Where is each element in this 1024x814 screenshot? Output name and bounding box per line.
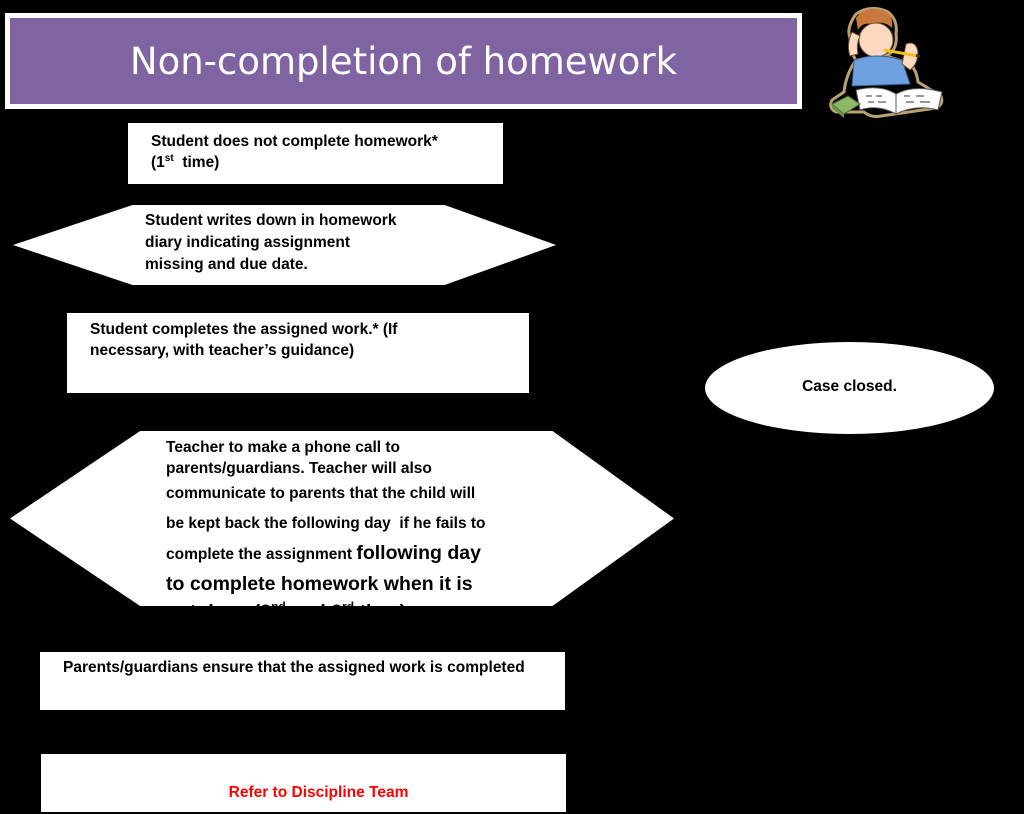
outcome-case-closed <box>705 342 994 434</box>
step-complete-assigned-work: Student completes the assigned work.* (If necessary, with teacher’s guidance) <box>67 313 529 393</box>
step1-text: Student does not complete homework* <box>151 133 438 150</box>
step-teacher-phone-call: Teacher to make a phone call to parents/guardians. Teacher will also communicate to parents that the child will be kept back the following day if he fails to complete the assignment following day to complete homework when it is not done (2nd and 3rd time) <box>166 437 546 626</box>
title-banner <box>10 18 797 104</box>
occurrence-note: not done (2nd and 3rd time) <box>166 599 407 623</box>
case-closed-label: Case closed. <box>802 378 897 395</box>
step1-occurrence: (1st time) <box>151 152 220 171</box>
step-refer-discipline-team <box>41 754 566 812</box>
refer-discipline-label: Refer to Discipline Team <box>228 784 409 801</box>
step-write-in-diary: Student writes down in homework diary indicating assignment missing and due date. <box>145 212 397 273</box>
student-studying-clipart-icon <box>826 4 948 122</box>
page-title: Non-completion of homework <box>129 39 678 83</box>
step-first-time-not-completed <box>128 123 503 184</box>
step-parents-ensure-completion: Parents/guardians ensure that the assigned work is completed <box>40 652 565 710</box>
